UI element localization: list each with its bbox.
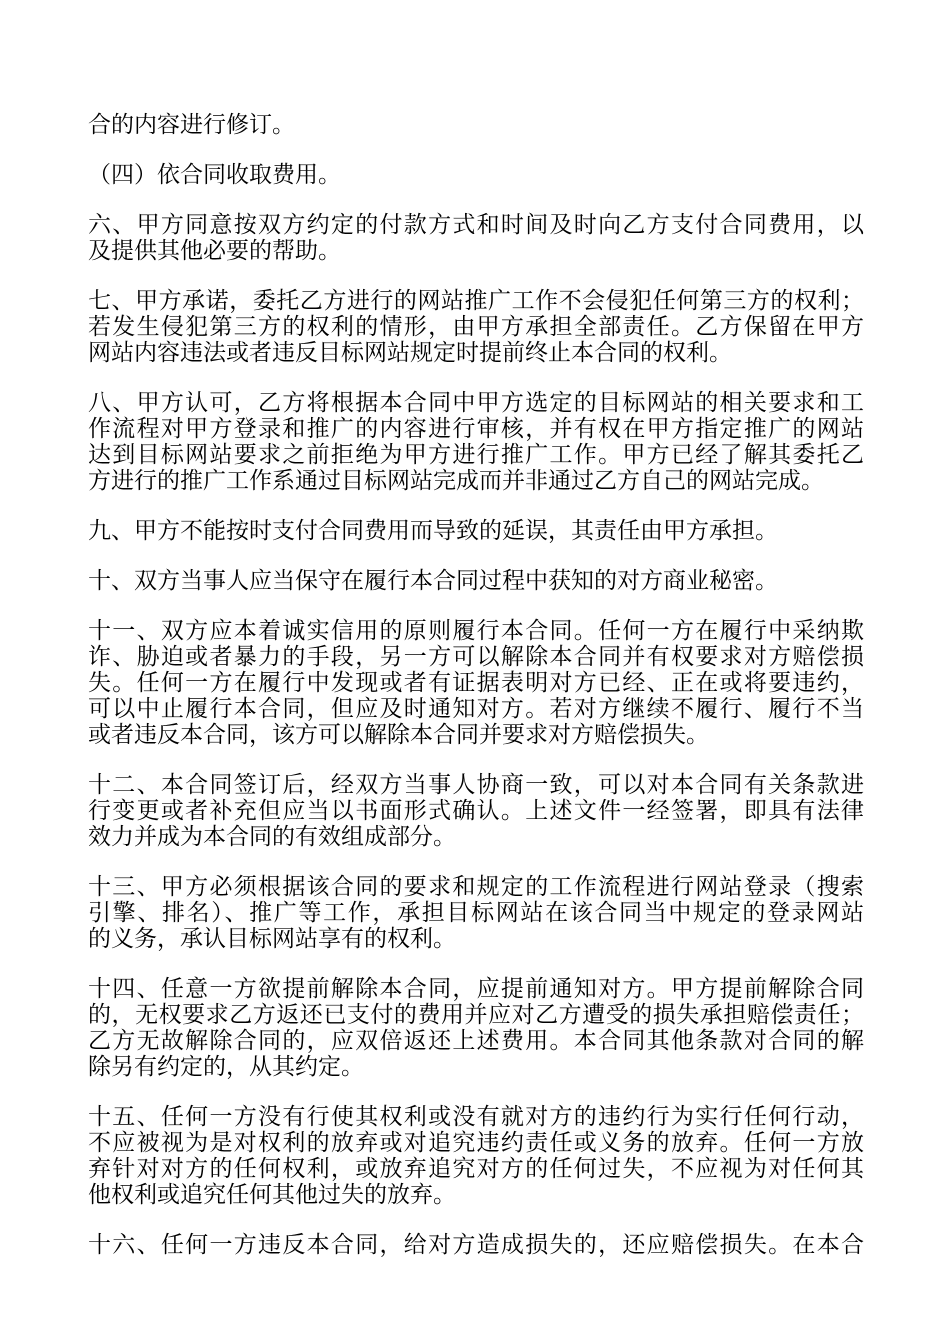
text-line: 或者违反本合同，该方可以解除本合同并要求对方赔偿损失。 (88, 722, 709, 748)
text-line: 网站内容违法或者违反目标网站规定时提前终止本合同的权利。 (88, 340, 732, 366)
clause-paragraph (88, 390, 864, 494)
clause-paragraph (88, 1104, 864, 1208)
clause-paragraph (88, 568, 864, 594)
clause-paragraph (88, 1232, 864, 1258)
text-line: 十五、任何一方没有行使其权利或没有就对方的违约行为实行任何行动， (88, 1104, 864, 1130)
text-line: 效力并成为本合同的有效组成部分。 (88, 824, 456, 850)
text-line: 十六、任何一方违反本合同，给对方造成损失的，还应赔偿损失。在本合 (88, 1232, 864, 1258)
text-line: 达到目标网站要求之前拒绝为甲方进行推广工作。甲方已经了解其委托乙 (88, 442, 864, 468)
text-line: 诈、胁迫或者暴力的手段，另一方可以解除本合同并有权要求对方赔偿损 (88, 644, 864, 670)
clause-paragraph (88, 162, 864, 188)
text-line: 除另有约定的，从其约定。 (88, 1054, 364, 1080)
clause-paragraph (88, 212, 864, 264)
text-line: 可以中止履行本合同，但应及时通知对方。若对方继续不履行、履行不当 (88, 696, 864, 722)
clause-paragraph (88, 618, 864, 748)
clause-paragraph (88, 288, 864, 366)
text-line: 七、甲方承诺，委托乙方进行的网站推广工作不会侵犯任何第三方的权利； (88, 288, 864, 314)
text-line: 十四、任意一方欲提前解除本合同，应提前通知对方。甲方提前解除合同 (88, 976, 864, 1002)
text-line: 他权利或追究任何其他过失的放弃。 (88, 1182, 456, 1208)
clause-paragraph (88, 976, 864, 1080)
clause-paragraph (88, 518, 864, 544)
text-line: 引擎、排名）、推广等工作，承担目标网站在该合同当中规定的登录网站 (88, 900, 864, 926)
text-line: （四）依合同收取费用。 (88, 162, 341, 188)
text-line: 方进行的推广工作系通过目标网站完成而并非通过乙方自己的网站完成。 (88, 468, 824, 494)
text-line: 行变更或者补充但应当以书面形式确认。上述文件一经签署，即具有法律 (88, 798, 864, 824)
text-line: 八、甲方认可，乙方将根据本合同中甲方选定的目标网站的相关要求和工 (88, 390, 864, 416)
text-line: 十三、甲方必须根据该合同的要求和规定的工作流程进行网站登录（搜索 (88, 874, 864, 900)
text-line: 十二、本合同签订后，经双方当事人协商一致，可以对本合同有关条款进 (88, 772, 864, 798)
text-line: 弃针对对方的任何权利，或放弃追究对方的任何过失，不应视为对任何其 (88, 1156, 864, 1182)
text-line: 不应被视为是对权利的放弃或对追究违约责任或义务的放弃。任何一方放 (88, 1130, 864, 1156)
document-page (88, 112, 864, 1282)
clause-paragraph (88, 112, 864, 138)
clause-paragraph (88, 772, 864, 850)
text-line: 的义务，承认目标网站享有的权利。 (88, 926, 456, 952)
text-line: 九、甲方不能按时支付合同费用而导致的延误，其责任由甲方承担。 (88, 518, 778, 544)
text-line: 及提供其他必要的帮助。 (88, 238, 341, 264)
text-line: 若发生侵犯第三方的权利的情形，由甲方承担全部责任。乙方保留在甲方 (88, 314, 864, 340)
text-line: 作流程对甲方登录和推广的内容进行审核，并有权在甲方指定推广的网站 (88, 416, 864, 442)
text-line: 乙方无故解除合同的，应双倍返还上述费用。本合同其他条款对合同的解 (88, 1028, 864, 1054)
text-line: 的，无权要求乙方返还已支付的费用并应对乙方遭受的损失承担赔偿责任； (88, 1002, 864, 1028)
clause-paragraph (88, 874, 864, 952)
text-line: 十、双方当事人应当保守在履行本合同过程中获知的对方商业秘密。 (88, 568, 778, 594)
text-line: 十一、双方应本着诚实信用的原则履行本合同。任何一方在履行中采纳欺 (88, 618, 864, 644)
text-line: 六、甲方同意按双方约定的付款方式和时间及时向乙方支付合同费用，以 (88, 212, 864, 238)
text-line: 失。任何一方在履行中发现或者有证据表明对方已经、正在或将要违约， (88, 670, 864, 696)
text-line: 合的内容进行修订。 (88, 112, 295, 138)
